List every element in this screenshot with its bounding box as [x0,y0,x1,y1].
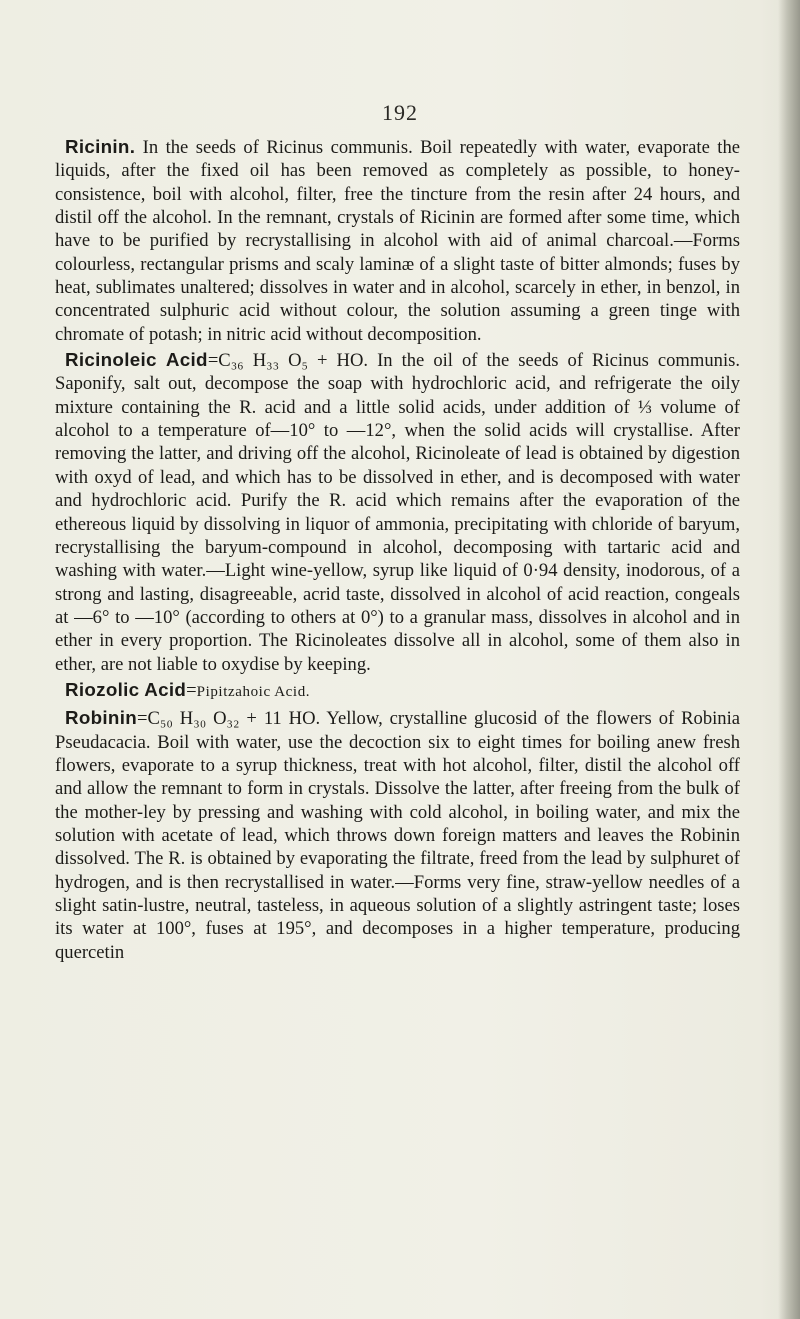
entry-formula: = [186,679,197,701]
entry-robinin [55,706,740,964]
entry-text: Yellow, crystalline glucosid of the flowers of Robinia Pseudacacia. Boil with water, use the decoction six to eight times for boiling anew fresh flowers, evaporate to a syrup thickness, treat with hot alcohol, filter, distil the alcohol off and allow the remnant to form in crystals. Dissolve the latter, after freeing from the bulk of the mother-ley by pressing and washing with cold alcohol, in boiling water, and mix the solution with acetate of lead, which throws down foreign matters and leaves the Robinin dissolved. The R. is obtained by evaporating the filtrate, freed from the lead by sulphuret of hydrogen, and is then recrystallised in water.—Forms very fine, straw-yellow needles of a slight satin-lustre, neutral, tasteless, in aqueous solution of a slightly astringent taste; loses its water at 100°, fuses at 195°, and decomposes in a higher temperature, producing quercetin [55,708,740,963]
page-edge-shadow [778,0,800,1319]
entry-text: In the oil of the seeds of Ricinus communis. Saponify, salt out, decompose the soap with hydrochloric acid, and refrigerate the oily mixture containing the R. acid and a little solid acids, under addition of ⅓ volume of alcohol to a temperature of—10° to —12°, when the solid acids will crystallise. After removing the latter, and driving off the alcohol, Ricinoleate of lead is obtained by digestion with oxyd of lead, and which has to be dissolved in ether, and is decomposed with water and hydrochloric acid. Purify the R. acid which remains after the evaporation of the ethereous liquid by dissolving in liquor of ammonia, precipitating with chloride of baryum, recrystallising the baryum-compound in alcohol, decomposing with tartaric acid and washing with water.—Light wine-yellow, syrup like liquid of 0·94 density, inodorous, of a strong and lasting, disagreeable, acrid taste, dissolved in alcohol of acid reaction, congeals at —6° to —10° (according to others at 0°) to a granular mass, dissolves in alcohol and in ether in every proportion. The Ricinoleates dissolve all in alcohol, some of them also in ether, are not liable to oxydise by keeping. [55,350,740,675]
entry-riozolic-acid [55,678,740,704]
page-number: 192 [382,100,418,125]
entry-text: In the seeds of Ricinus communis. Boil repeatedly with water, evaporate the liquids, after the fixed oil has been removed as completely as possible, to honey-consistence, boil with alcohol, filter, free the tincture from the resin after 24 hours, and distil off the alcohol. In the remnant, crystals of Ricinin are formed after some time, which have to be purified by recrystallising in alcohol with aid of animal charcoal.—Forms colourless, rectangular prisms and scaly laminæ of a slight taste of bitter almonds; fuses by heat, sublimates unaltered; dissolves in water and in alcohol, scarcely in ether, in benzol, in concentrated sulphuric acid without colour, the solution assuming a green tinge with chromate of potash; in nitric acid without decomposition. [55,137,740,345]
entry-ricinoleic-acid [55,348,740,676]
entry-ricinin [55,135,740,346]
entry-cross-reference: Pipitzahoic Acid. [196,683,311,700]
page-body [55,135,740,966]
entry-formula: =C₅₀ H₃₀ O₃₂ + 11 HO. [137,708,321,730]
entry-headword: Ricinoleic Acid [65,349,208,371]
entry-headword: Ricinin. [65,136,136,157]
entry-formula: =C₃₆ H₃₃ O₅ + HO. [207,350,369,372]
entry-headword: Robinin [65,707,137,729]
entry-headword: Riozolic Acid [65,678,187,700]
